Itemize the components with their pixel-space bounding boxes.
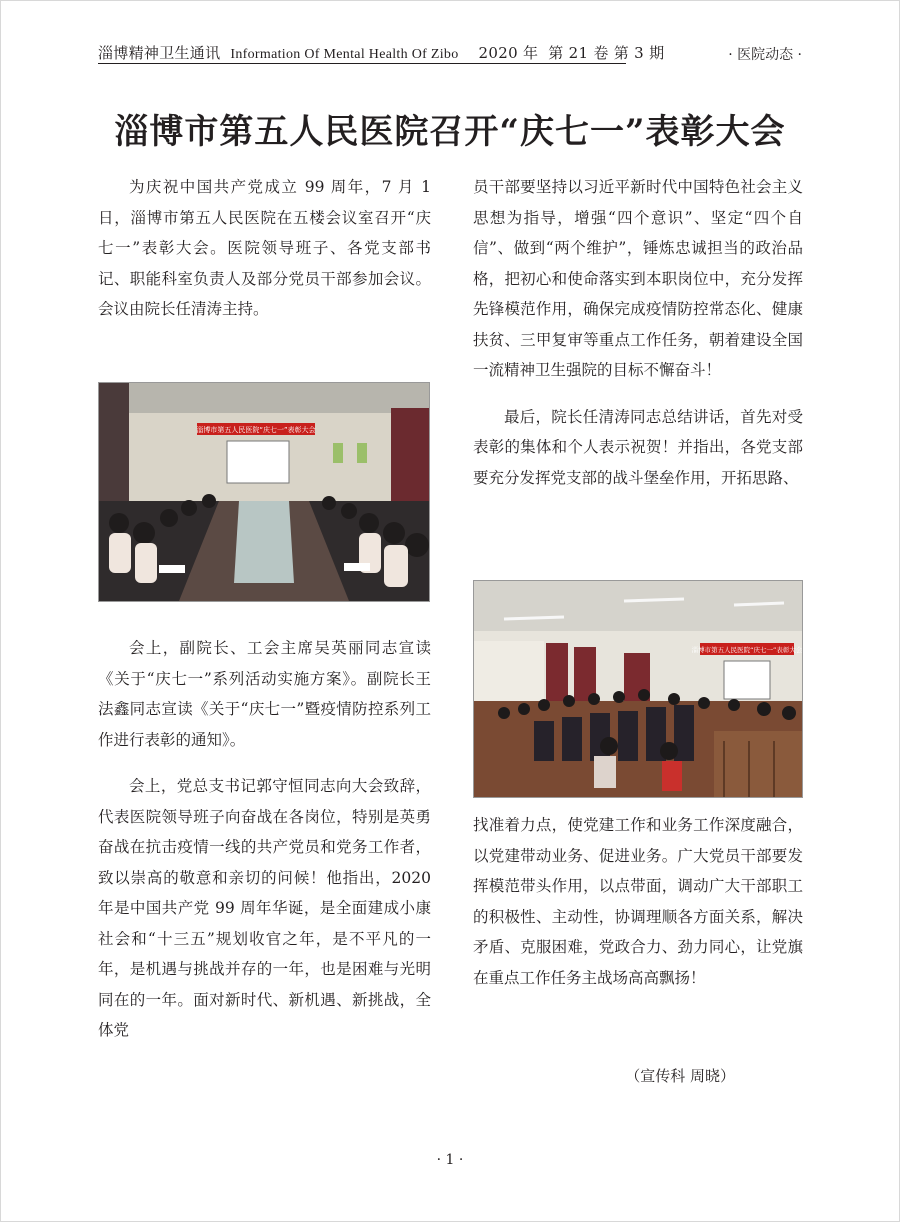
journal-name-cn: 淄博精神卫生通讯 (98, 44, 221, 62)
paragraph-speech-continued: 员干部要坚持以习近平新时代中国特色社会主义思想为指导，增强“四个意识”、坚定“四个自信”、做到“两个维护”，锤炼忠诚担当的政治品格，把初心和使命落实到本职岗位中，充分发挥先锋模范作用，确保完成疫情防控常态化、健康扶贫、三甲复审等重点工作任务，朝着建设全国一流精神卫生强院的目标不懈奋斗！ (473, 178, 803, 379)
header-rule (98, 63, 626, 64)
photo1-banner-text: 淄博市第五人民医院“庆七一”表彰大会 (196, 426, 316, 434)
right-column-top (473, 172, 803, 493)
meeting-photo-2 (473, 580, 803, 798)
journal-volume-issue: 第 21 卷 第 3 期 (548, 44, 665, 62)
right-column-bottom (473, 810, 803, 993)
journal-year: 2020 年 (478, 44, 539, 62)
left-column-bottom (98, 633, 431, 1046)
section-label: · 医院动态 · (728, 47, 802, 63)
paragraph-intro: 为庆祝中国共产党成立 99 周年，7 月 1 日，淄博市第五人民医院在五楼会议室召开“庆七一”表彰大会。医院领导班子、各党支部书记、职能科室负责人及部分党员干部参加会议。会议由院长任清涛主持。 (98, 178, 431, 318)
photo2-banner-text: 淄博市第五人民医院“庆七一”表彰大会 (691, 646, 802, 654)
paragraph-announcements: 会上，副院长、工会主席吴英丽同志宣读《关于“庆七一”系列活动实施方案》。副院长王法鑫同志宣读《关于“庆七一”暨疫情防控系列工作进行表彰的通知》。 (98, 639, 431, 749)
author-signature: （宣传科 周晓） (625, 1067, 735, 1085)
paragraph-closing-remarks: 最后，院长任清涛同志总结讲话，首先对受表彰的集体和个人表示祝贺！并指出，各党支部要充分发挥党支部的战斗堡垒作用，开拓思路、 (473, 407, 803, 487)
meeting-photo-1 (98, 382, 430, 602)
page-number: · 1 · (436, 1152, 464, 1168)
journal-name-en: Information Of Mental Health Of Zibo (230, 47, 459, 62)
running-header (98, 42, 664, 63)
paragraph-speech: 会上，党总支书记郭守恒同志向大会致辞，代表医院领导班子向奋战在各岗位，特别是英勇奋战在抗击疫情一线的共产党员和党务工作者，致以崇高的敬意和亲切的问候！他指出，2020 年是中国共产党 99 周年华诞，是全面建成小康社会和“十三五”规划收官之年，是不平凡的一年，是机遇与挑战并存的一年，也是困难与光明同在的一年。面对新时代、新机遇、新挑战，全体党 (98, 777, 431, 1039)
article-title: 淄博市第五人民医院召开“庆七一”表彰大会 (114, 112, 786, 152)
meeting-photo-1-image (99, 383, 429, 601)
meeting-photo-2-image (474, 581, 802, 797)
left-column-top (98, 172, 431, 325)
paragraph-closing-continued: 找准着力点，使党建工作和业务工作深度融合，以党建带动业务、促进业务。广大党员干部要发挥模范带头作用，以点带面，调动广大干部职工的积极性、主动性，协调理顺各方面关系，解决矛盾、克服困难，党政合力、劲力同心，让党旗在重点工作任务主战场高高飘扬！ (473, 816, 803, 987)
